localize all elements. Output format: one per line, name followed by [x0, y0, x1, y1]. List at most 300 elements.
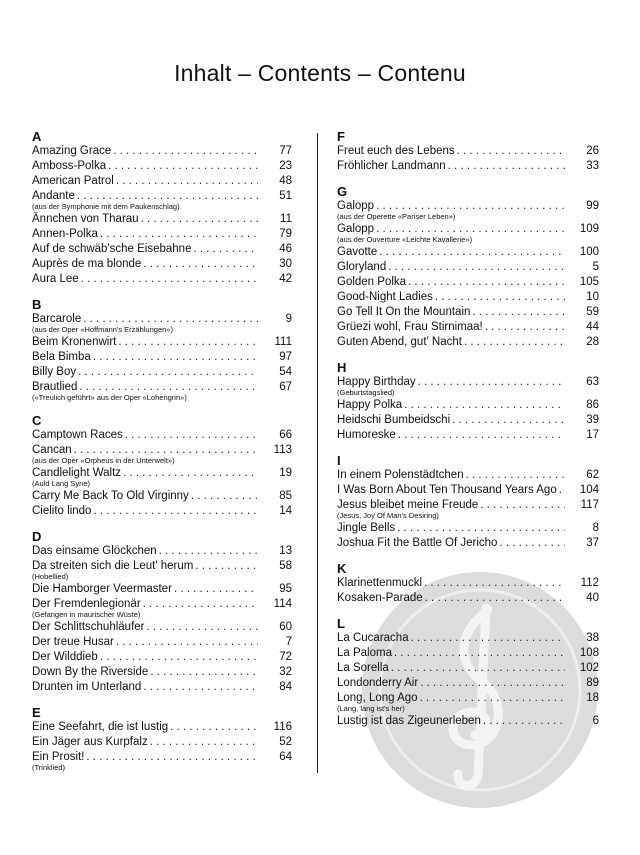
toc-entry[interactable]	[337, 375, 599, 398]
page-number: 99	[586, 200, 599, 212]
entry-line	[337, 468, 565, 483]
section-letter: A	[32, 129, 42, 144]
entry-line	[32, 227, 258, 242]
dot-leader	[108, 159, 258, 174]
page-number: 10	[586, 291, 599, 303]
section-letter: D	[32, 529, 42, 544]
page-number: 109	[579, 223, 599, 235]
dot-leader	[457, 144, 565, 159]
toc-entry[interactable]	[32, 257, 292, 272]
entry-line	[337, 159, 565, 174]
dot-leader	[191, 489, 258, 504]
entry-title: Golden Polka	[337, 276, 407, 288]
dot-leader	[480, 498, 565, 513]
dot-leader	[448, 159, 565, 174]
entry-title: Cielito lindo	[32, 505, 92, 517]
entry-line	[32, 159, 258, 174]
page-number: 105	[579, 276, 599, 288]
dot-leader	[118, 335, 258, 350]
page-number: 63	[586, 376, 599, 388]
entry-line	[337, 398, 565, 413]
toc-entry[interactable]	[32, 227, 292, 242]
entry-title: In einem Polenstädtchen	[337, 469, 464, 481]
page-number: 13	[279, 545, 292, 557]
page-number: 64	[279, 751, 292, 763]
page-number: 58	[279, 560, 292, 572]
entry-title: Der Schlittschuhläufer	[32, 621, 145, 633]
toc-entry[interactable]	[337, 483, 599, 498]
toc-entry[interactable]	[337, 199, 599, 222]
page-number: 33	[586, 160, 599, 172]
dot-leader	[143, 257, 258, 272]
entry-line	[337, 536, 565, 551]
contents-column-right	[337, 130, 599, 729]
dot-leader	[485, 320, 565, 335]
dot-leader	[404, 398, 565, 413]
toc-entry[interactable]	[337, 305, 599, 320]
dot-leader	[418, 375, 565, 390]
dot-leader	[125, 428, 258, 443]
page-number: 40	[586, 592, 599, 604]
toc-entry[interactable]	[337, 245, 599, 260]
entry-title: American Patrol	[32, 175, 114, 187]
entry-title: Beim Kronenwirt	[32, 336, 117, 348]
entry-title: Andante	[32, 190, 75, 202]
entry-line	[32, 665, 258, 680]
dot-leader	[113, 144, 258, 159]
dot-leader	[408, 275, 565, 290]
entry-title: Gloryland	[337, 261, 387, 273]
toc-entry[interactable]	[32, 665, 292, 680]
page-number: 100	[579, 246, 599, 258]
toc-entry[interactable]	[32, 365, 292, 380]
toc-entry[interactable]	[32, 242, 292, 257]
toc-entry[interactable]	[32, 650, 292, 665]
toc-entry[interactable]	[337, 646, 599, 661]
entry-line	[32, 620, 258, 635]
entry-line	[337, 428, 565, 443]
toc-entry[interactable]	[32, 272, 292, 287]
dot-leader	[93, 350, 258, 365]
toc-entry[interactable]	[337, 498, 599, 521]
entry-line	[32, 504, 258, 519]
entry-line	[337, 521, 565, 536]
section-letter: L	[337, 616, 345, 631]
entry-title: Grüezi wohl, Frau Stirnimaa!	[337, 321, 483, 333]
page-number: 42	[279, 273, 292, 285]
dot-leader	[123, 466, 258, 481]
entry-subtitle: (aus der Operette «Pariser Leben»)	[337, 212, 456, 221]
dot-leader	[195, 559, 258, 574]
entry-line	[32, 750, 258, 765]
entry-title: Happy Polka	[337, 399, 403, 411]
section-letter: E	[32, 705, 41, 720]
page-number: 37	[586, 537, 599, 549]
dot-leader	[150, 735, 258, 750]
toc-entry[interactable]	[32, 582, 292, 597]
entry-title: Ännchen von Tharau	[32, 213, 139, 225]
entry-title: Drunten im Unterland	[32, 681, 142, 693]
dot-leader	[143, 597, 258, 612]
toc-entry[interactable]	[32, 489, 292, 504]
entry-subtitle: (Trinklied)	[32, 763, 66, 772]
page-number: 117	[580, 499, 599, 511]
entry-subtitle: (aus der Oper «Orpheus in der Unterwelt»)	[32, 456, 175, 465]
column-divider	[317, 133, 318, 773]
entry-subtitle: (Jesus, Joy Of Man's Desiring)	[337, 511, 439, 520]
toc-entry[interactable]	[337, 428, 599, 443]
entry-title: Good-Night Ladies	[337, 291, 433, 303]
entry-title: Galopp	[337, 200, 375, 212]
entry-line	[32, 635, 258, 650]
dot-leader	[411, 631, 565, 646]
entry-title: Ein Jäger aus Kurpfalz	[32, 736, 148, 748]
entry-subtitle: (aus der Oper «Hoffmann's Erzählungen»)	[32, 325, 173, 334]
entry-line	[337, 305, 565, 320]
entry-title: Fröhlicher Landmann	[337, 160, 446, 172]
page-title: Inhalt – Contents – Contenu	[174, 60, 466, 86]
entry-title: I Was Born About Ten Thousand Years Ago	[337, 484, 557, 496]
dot-leader	[174, 582, 258, 597]
entry-line	[337, 275, 565, 290]
entry-title: Galopp	[337, 223, 375, 235]
entry-line	[337, 413, 565, 428]
entry-title: Kosaken-Parade	[337, 592, 423, 604]
entry-title: Amboss-Polka	[32, 160, 107, 172]
entry-line	[32, 544, 258, 559]
entry-title: Die Hamborger Veermaster	[32, 583, 172, 595]
page-number: 89	[586, 677, 599, 689]
page-number: 30	[279, 258, 292, 270]
entry-subtitle: (Lang, lang ist's her)	[337, 704, 405, 713]
dot-leader	[116, 635, 258, 650]
dot-leader	[143, 680, 258, 695]
dot-leader	[388, 260, 565, 275]
page-number: 104	[579, 484, 599, 496]
entry-line	[32, 650, 258, 665]
toc-entry[interactable]	[337, 335, 599, 350]
entry-title: Brautlied	[32, 381, 78, 393]
entry-subtitle: (aus der Ouverture «Leichte Kavallerie»)	[337, 235, 473, 244]
page-number: 46	[279, 243, 292, 255]
page-number: 77	[279, 145, 292, 157]
dot-leader	[424, 576, 565, 591]
page-number: 28	[586, 336, 599, 348]
page-number: 111	[274, 336, 292, 348]
entry-title: Barcarole	[32, 313, 82, 325]
entry-line	[337, 260, 565, 275]
entry-title: Heidschi Bumbeidschi	[337, 414, 451, 426]
dot-leader	[452, 413, 565, 428]
entry-title: Aura Lee	[32, 273, 79, 285]
toc-entry[interactable]	[337, 591, 599, 606]
dot-leader	[435, 290, 565, 305]
entry-title: Guten Abend, gut' Nacht	[337, 336, 462, 348]
entry-title: La Sorella	[337, 662, 389, 674]
toc-entry[interactable]	[337, 320, 599, 335]
toc-entry[interactable]	[32, 597, 292, 620]
page-number: 18	[586, 692, 599, 704]
entry-title: Der treue Husar	[32, 636, 114, 648]
dot-leader	[420, 691, 565, 706]
toc-entry[interactable]	[32, 159, 292, 174]
entry-line	[32, 174, 258, 189]
entry-line	[337, 646, 565, 661]
toc-entry[interactable]	[32, 466, 292, 489]
toc-entry[interactable]	[337, 413, 599, 428]
page-number: 39	[586, 414, 599, 426]
dot-leader	[466, 468, 565, 483]
page-number: 102	[579, 662, 599, 674]
entry-title: La Paloma	[337, 647, 392, 659]
toc-entry[interactable]	[337, 691, 599, 714]
entry-title: Joshua Fit the Battle Of Jericho	[337, 537, 498, 549]
toc-entry[interactable]	[32, 750, 292, 773]
toc-entry[interactable]	[337, 144, 599, 159]
entry-title: Happy Birthday	[337, 376, 416, 388]
page-number: 108	[579, 647, 599, 659]
dot-leader	[100, 227, 258, 242]
entry-title: Jingle Bells	[337, 522, 396, 534]
entry-line	[32, 272, 258, 287]
toc-entry[interactable]	[32, 174, 292, 189]
toc-entry[interactable]	[337, 521, 599, 536]
dot-leader	[116, 174, 258, 189]
page-number: 44	[586, 321, 599, 333]
entry-title: Gavotte	[337, 246, 378, 258]
dot-leader	[86, 750, 258, 765]
entry-title: Annen-Polka	[32, 228, 98, 240]
toc-entry[interactable]	[32, 312, 292, 335]
toc-entry[interactable]	[337, 631, 599, 646]
entry-title: La Cucaracha	[337, 632, 409, 644]
dot-leader	[141, 212, 258, 227]
dot-leader	[397, 521, 565, 536]
entry-subtitle: (Gefangen in maurischer Wüste)	[32, 610, 141, 619]
toc-entry[interactable]	[32, 635, 292, 650]
entry-subtitle: (Auld Lang Syne)	[32, 479, 90, 488]
entry-title: Camptown Races	[32, 429, 123, 441]
entry-line	[337, 320, 565, 335]
dot-leader	[464, 335, 565, 350]
toc-entry[interactable]	[337, 222, 599, 245]
entry-title: Eine Seefahrt, die ist lustig	[32, 721, 169, 733]
page-number: 79	[279, 228, 292, 240]
toc-entry[interactable]	[337, 159, 599, 174]
toc-entry[interactable]	[337, 661, 599, 676]
toc-entry[interactable]	[337, 576, 599, 591]
toc-entry[interactable]	[32, 144, 292, 159]
entry-line	[32, 144, 258, 159]
section-letter: G	[337, 184, 348, 199]
toc-entry[interactable]	[337, 536, 599, 551]
page-number: 67	[279, 381, 292, 393]
entry-line	[337, 576, 565, 591]
toc-entry[interactable]	[32, 380, 292, 403]
toc-entry[interactable]	[32, 720, 292, 735]
entry-line	[337, 676, 565, 691]
toc-entry[interactable]	[32, 735, 292, 750]
dot-leader	[81, 272, 258, 287]
page-number: 14	[279, 505, 292, 517]
entry-title: Jesus bleibet meine Freude	[337, 499, 479, 511]
entry-title: Das einsame Glöckchen	[32, 545, 157, 557]
page-number: 48	[279, 175, 292, 187]
entry-line	[32, 582, 258, 597]
entry-line	[32, 489, 258, 504]
entry-title: Carry Me Back To Old Virginny	[32, 490, 189, 502]
entry-title: Auf de schwäb'sche Eisebahne	[32, 243, 192, 255]
entry-subtitle: (Hobellied)	[32, 572, 69, 581]
toc-entry[interactable]	[32, 443, 292, 466]
entry-line	[32, 735, 258, 750]
toc-entry[interactable]	[32, 428, 292, 443]
toc-entry[interactable]	[337, 468, 599, 483]
toc-entry[interactable]	[337, 260, 599, 275]
entry-line	[32, 680, 258, 695]
entry-title: Auprès de ma blonde	[32, 258, 142, 270]
toc-entry[interactable]	[32, 620, 292, 635]
entry-line	[32, 365, 258, 380]
entry-title: Der Wilddieb	[32, 651, 98, 663]
dot-leader	[78, 365, 258, 380]
section-letter: C	[32, 413, 42, 428]
page-number: 17	[586, 429, 599, 441]
entry-line	[337, 483, 565, 498]
section-letter: F	[337, 129, 345, 144]
page-number: 26	[586, 145, 599, 157]
dot-leader	[425, 591, 565, 606]
page-number: 116	[273, 721, 292, 733]
page-number: 8	[592, 522, 599, 534]
entry-title: Der Fremdenlegionär	[32, 598, 141, 610]
page-number: 23	[279, 160, 292, 172]
entry-title: Humoreske	[337, 429, 396, 441]
page-number: 32	[279, 666, 292, 678]
section-letter: K	[337, 561, 347, 576]
toc-entry[interactable]	[337, 398, 599, 413]
page-number: 54	[279, 366, 292, 378]
page-number: 97	[279, 351, 292, 363]
dot-leader	[420, 676, 565, 691]
entry-line	[337, 661, 565, 676]
page-number: 112	[580, 577, 599, 589]
page-number: 84	[279, 681, 292, 693]
page-number: 60	[279, 621, 292, 633]
dot-leader	[147, 620, 259, 635]
entry-line	[32, 212, 258, 227]
dot-leader	[100, 650, 258, 665]
page-number: 114	[273, 598, 292, 610]
entry-line	[337, 714, 565, 729]
entry-subtitle: (aus der Symphonie mit dem Paukenschlag)	[32, 202, 180, 211]
entry-line	[337, 591, 565, 606]
entry-title: Ein Prosit!	[32, 751, 85, 763]
page-number: 86	[586, 399, 599, 411]
contents-column-left	[32, 130, 292, 773]
page-number: 9	[285, 313, 292, 325]
entry-line	[337, 245, 565, 260]
page-number: 38	[586, 632, 599, 644]
dot-leader	[398, 428, 565, 443]
page-number: 113	[273, 444, 292, 456]
entry-title: Amazing Grace	[32, 145, 112, 157]
dot-leader	[193, 242, 258, 257]
dot-leader	[379, 245, 565, 260]
dot-leader	[159, 544, 258, 559]
toc-entry[interactable]	[337, 714, 599, 729]
toc-entry[interactable]	[337, 676, 599, 691]
page-number: 5	[592, 261, 599, 273]
toc-entry[interactable]	[32, 212, 292, 227]
dot-leader	[391, 661, 565, 676]
toc-entry[interactable]	[337, 275, 599, 290]
dot-leader	[394, 646, 565, 661]
dot-leader	[170, 720, 258, 735]
entry-title: Go Tell It On the Mountain	[337, 306, 471, 318]
toc-entry[interactable]	[32, 504, 292, 519]
section-letter: I	[337, 453, 341, 468]
entry-line	[337, 335, 565, 350]
entry-title: Klarinettenmuckl	[337, 577, 423, 589]
page-number: 85	[279, 490, 292, 502]
section-letter: B	[32, 297, 42, 312]
toc-entry[interactable]	[32, 189, 292, 212]
toc-entry[interactable]	[32, 350, 292, 365]
page-number: 95	[279, 583, 292, 595]
entry-title: Lustig ist das Zigeunerleben	[337, 715, 481, 727]
page-number: 19	[279, 467, 292, 479]
entry-line	[32, 720, 258, 735]
toc-entry[interactable]	[32, 335, 292, 350]
section-letter: H	[337, 360, 347, 375]
entry-title: Down By the Riverside	[32, 666, 149, 678]
toc-entry[interactable]	[32, 559, 292, 582]
entry-title: Freut euch des Lebens	[337, 145, 455, 157]
toc-entry[interactable]	[32, 680, 292, 695]
toc-entry[interactable]	[32, 544, 292, 559]
dot-leader	[499, 536, 565, 551]
page-number: 59	[586, 306, 599, 318]
page-number: 66	[279, 429, 292, 441]
entry-line	[32, 242, 258, 257]
entry-title: Candlelight Waltz	[32, 467, 122, 479]
entry-line	[32, 350, 258, 365]
entry-line	[337, 290, 565, 305]
dot-leader	[472, 305, 565, 320]
page-number: 52	[279, 736, 292, 748]
entry-title: Long, Long Ago	[337, 692, 418, 704]
entry-subtitle: («Treulich geführt» aus der Oper «Lohengrin»)	[32, 393, 187, 402]
entry-title: Billy Boy	[32, 366, 77, 378]
toc-entry[interactable]	[337, 290, 599, 305]
page-number: 51	[279, 190, 292, 202]
entry-subtitle: (Geburtstagslied)	[337, 388, 395, 397]
entry-line	[337, 144, 565, 159]
page-number: 72	[279, 651, 292, 663]
entry-title: Londonderry Air	[337, 677, 419, 689]
dot-leader	[93, 504, 258, 519]
page-number: 6	[592, 715, 599, 727]
dot-leader	[150, 665, 258, 680]
entry-line	[337, 631, 565, 646]
entry-title: Da streiten sich die Leut' herum	[32, 560, 194, 572]
entry-title: Cancan	[32, 444, 72, 456]
page-number: 11	[280, 213, 292, 225]
entry-title: Bela Bimba	[32, 351, 91, 363]
page-number: 62	[586, 469, 599, 481]
entry-line	[32, 335, 258, 350]
